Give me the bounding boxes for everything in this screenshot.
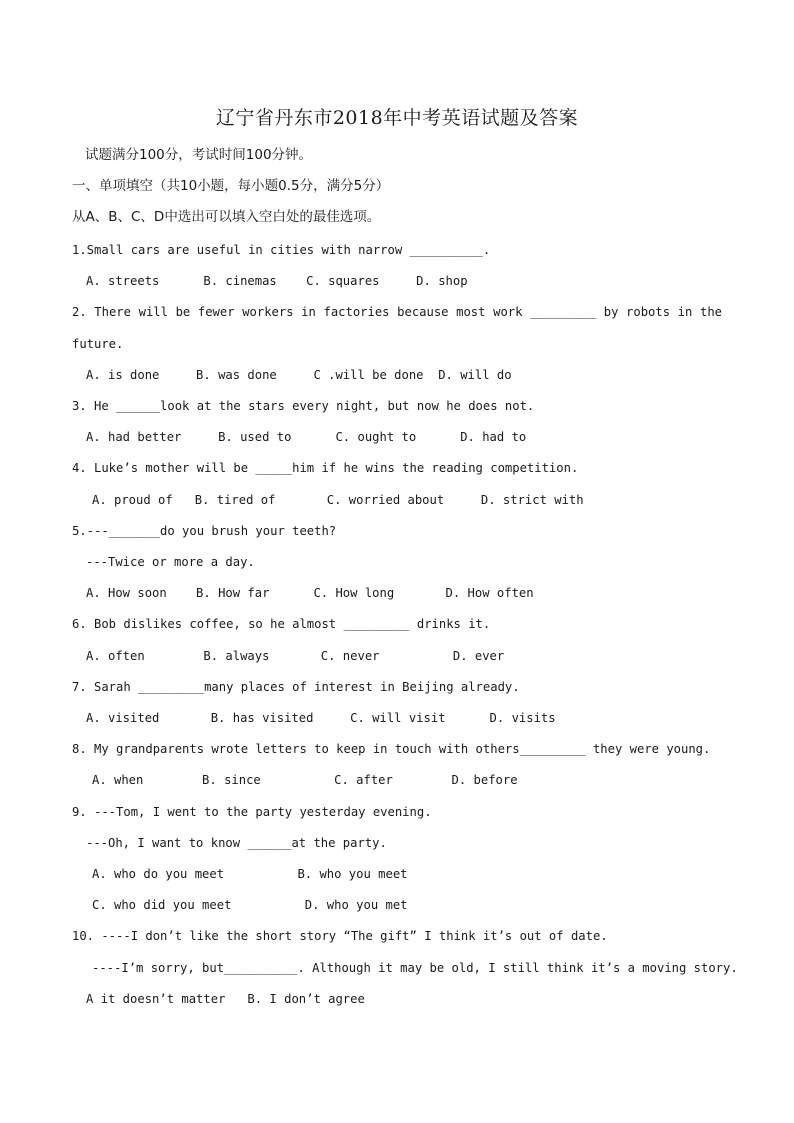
question-2-options: A. is done B. was done C .will be done D. will do — [86, 368, 512, 382]
question-2-stem-line2: future. — [72, 337, 124, 351]
question-2-stem-line1: 2. There will be fewer workers in factories because most work _________ by robots in the — [72, 305, 722, 319]
question-7-options: A. visited B. has visited C. will visit D. visits — [86, 711, 556, 725]
question-9-stem-line1: 9. ---Tom, I went to the party yesterday evening. — [72, 805, 432, 819]
section-heading: 一、单项填空（共10小题，每小题0.5分，满分5分） — [72, 178, 390, 194]
question-1-stem: 1.Small cars are useful in cities with narrow __________. — [72, 243, 491, 257]
question-4-stem: 4. Luke’s mother will be _____him if he wins the reading competition. — [72, 461, 579, 475]
question-6-stem: 6. Bob dislikes coffee, so he almost _________ drinks it. — [72, 617, 491, 631]
question-6-options: A. often B. always C. never D. ever — [86, 649, 505, 663]
question-8-options: A. when B. since C. after D. before — [92, 773, 518, 787]
question-10-options: A it doesn’t matter B. I don’t agree — [86, 992, 365, 1006]
exam-intro: 试题满分100分，考试时间100分钟。 — [85, 147, 313, 163]
question-9-options-line2: C. who did you meet D. who you met — [92, 898, 408, 912]
question-5-stem-line1: 5.---_______do you brush your teeth? — [72, 524, 337, 538]
question-4-options: A. proud of B. tired of C. worried about D. strict with — [92, 493, 584, 507]
page-title: 辽宁省丹东市2018年中考英语试题及答案 — [215, 107, 579, 129]
question-9-stem-line2: ---Oh, I want to know ______at the party. — [86, 836, 387, 850]
question-3-options: A. had better B. used to C. ought to D. had to — [86, 430, 527, 444]
section-instruction: 从A、B、C、D中选出可以填入空白处的最佳选项。 — [72, 209, 381, 225]
question-5-options: A. How soon B. How far C. How long D. How often — [86, 586, 534, 600]
question-1-options: A. streets B. cinemas C. squares D. shop — [86, 274, 468, 288]
question-7-stem: 7. Sarah _________many places of interest in Beijing already. — [72, 680, 520, 694]
question-3-stem: 3. He ______look at the stars every night, but now he does not. — [72, 399, 535, 413]
question-8-stem: 8. My grandparents wrote letters to keep in touch with others_________ they were young. — [72, 742, 711, 756]
question-5-stem-line2: ---Twice or more a day. — [86, 555, 255, 569]
question-9-options-line1: A. who do you meet B. who you meet — [92, 867, 408, 881]
question-10-stem-line1: 10. ----I don’t like the short story “The gift” I think it’s out of date. — [72, 929, 608, 943]
question-10-stem-line2: ----I’m sorry, but__________. Although it may be old, I still think it’s a moving story. — [92, 961, 738, 975]
